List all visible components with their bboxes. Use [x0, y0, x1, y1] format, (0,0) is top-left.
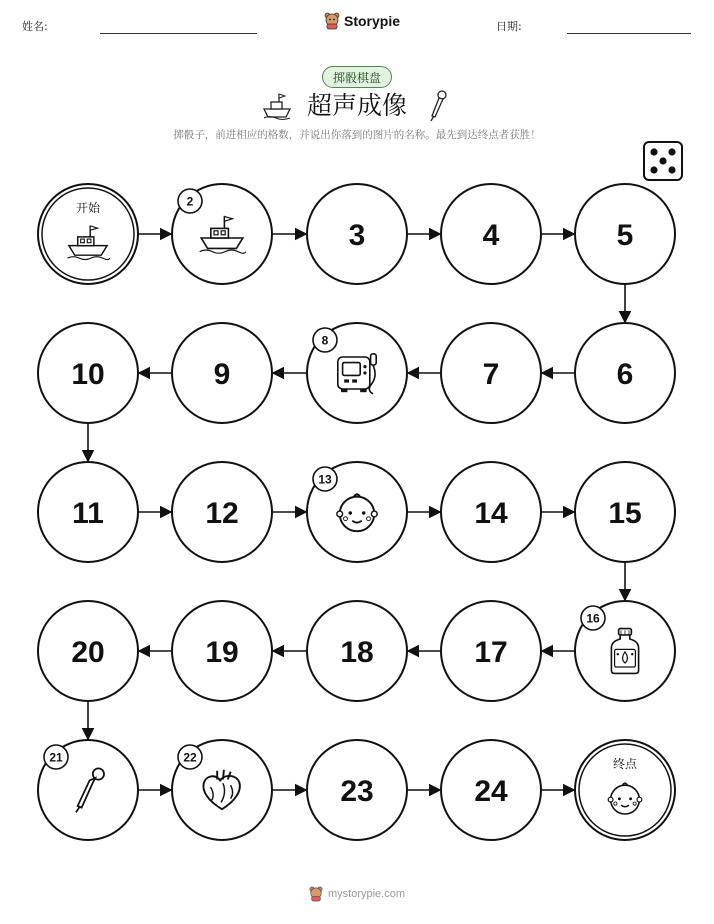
- board-cell-24: [441, 740, 541, 840]
- name-label: 姓名:: [22, 20, 48, 33]
- cell-badge-number: 21: [49, 750, 63, 765]
- board-cell-20: [38, 601, 138, 701]
- board-cell-4: [441, 184, 541, 284]
- board-cell-12: [172, 462, 272, 562]
- cell-number: 23: [340, 775, 374, 808]
- board-cell-13: [307, 462, 407, 562]
- cell-badge-number: 16: [586, 611, 600, 626]
- cell-number: 17: [474, 636, 508, 669]
- board-cell-15: [575, 462, 675, 562]
- game-type-badge: 掷骰棋盘: [322, 66, 392, 88]
- board-cell-17: [441, 601, 541, 701]
- cell-number: 15: [608, 497, 642, 530]
- cell-number: 3: [348, 219, 366, 252]
- board-cell-21: [38, 740, 138, 840]
- cell-number: 4: [482, 219, 500, 252]
- cell-number: 11: [72, 497, 104, 530]
- date-label: 日期:: [496, 20, 522, 33]
- board-cell-7: [441, 323, 541, 423]
- board-cell-11: [38, 462, 138, 562]
- board-cell-18: [307, 601, 407, 701]
- cell-badge-number: 22: [183, 750, 197, 765]
- cell-badge-number: 8: [321, 333, 329, 348]
- cell-circle: [38, 184, 138, 284]
- cell-number: 14: [474, 497, 508, 530]
- board-cell-23: [307, 740, 407, 840]
- board-cell-5: [575, 184, 675, 284]
- cell-badge-number: 13: [318, 472, 332, 487]
- bear-mascot-icon: [309, 886, 323, 902]
- board-cell-2: [172, 184, 272, 284]
- footer: [0, 886, 714, 902]
- brand-name: Storypie: [344, 13, 401, 29]
- board-cell-3: [307, 184, 407, 284]
- board-cell-19: [172, 601, 272, 701]
- board-cell-10: [38, 323, 138, 423]
- start-label: 开始: [75, 201, 101, 215]
- cell-number: 10: [71, 358, 105, 391]
- finish-label: 终点: [612, 757, 638, 771]
- cell-number: 12: [205, 497, 239, 530]
- footer-site: mystorypie.com: [327, 888, 406, 900]
- cell-number: 18: [340, 636, 374, 669]
- cell-number: 24: [474, 775, 508, 808]
- board-cell-22: [172, 740, 272, 840]
- cell-number: 5: [616, 219, 634, 252]
- board-cell-14: [441, 462, 541, 562]
- board-cell-8: [307, 323, 407, 423]
- cell-number: 6: [616, 358, 634, 391]
- cell-number: 19: [205, 636, 239, 669]
- board-cell-9: [172, 323, 272, 423]
- page-title: 超声成像: [306, 91, 407, 120]
- cell-number: 9: [213, 358, 231, 391]
- cell-badge-number: 2: [186, 194, 194, 209]
- cell-number: 7: [482, 358, 500, 391]
- board-cell-6: [575, 323, 675, 423]
- cell-number: 20: [71, 636, 105, 669]
- board-cell-16: [575, 601, 675, 701]
- board-cell-1: [38, 184, 138, 284]
- instructions: 掷骰子，前进相应的格数，并说出你落到的图片的名称。最先到达终点者获胜！: [173, 129, 541, 141]
- board-cell-25: [575, 740, 675, 840]
